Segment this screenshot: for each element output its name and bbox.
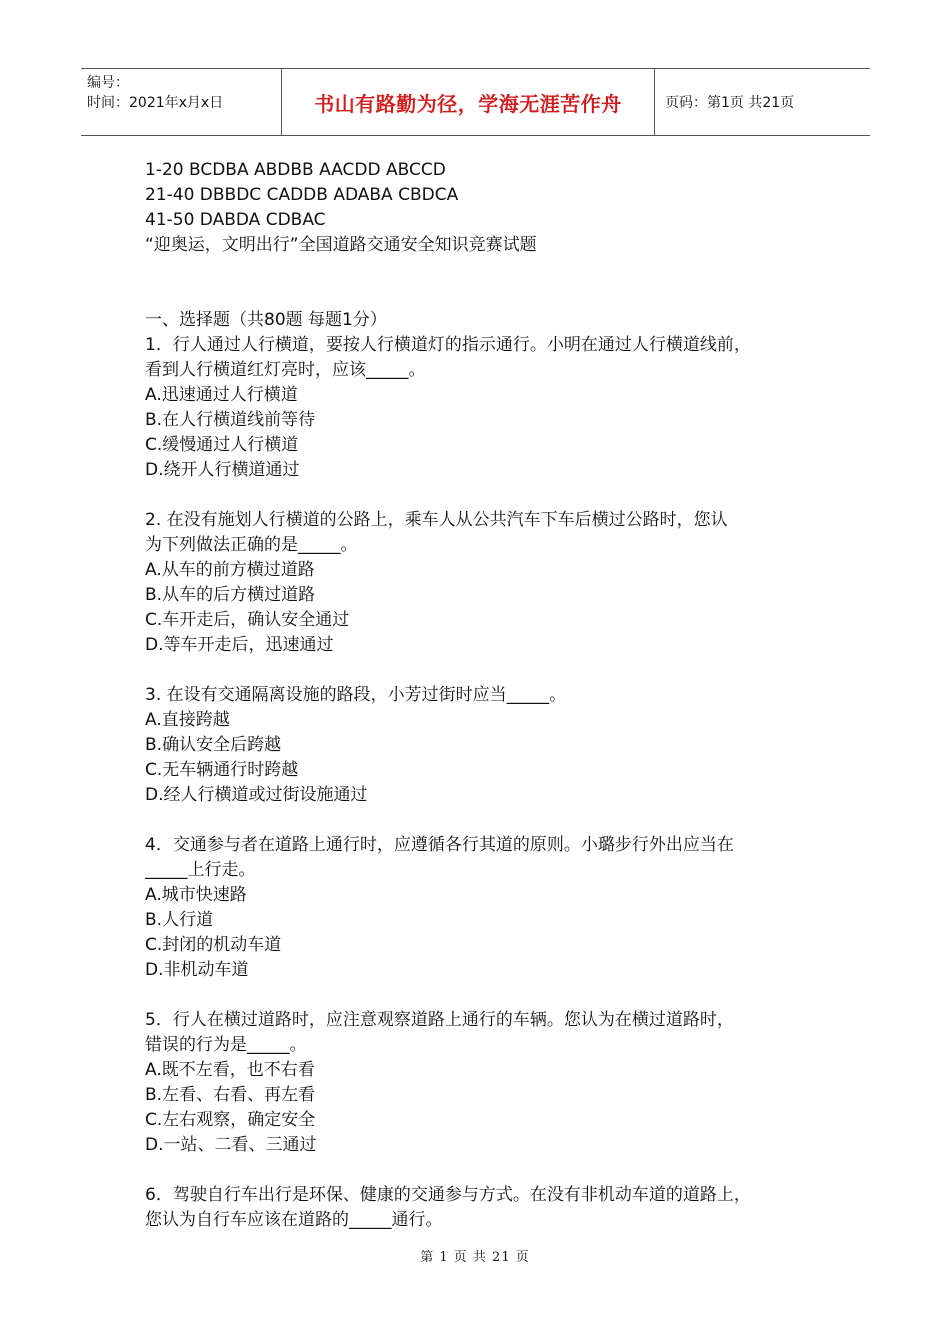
option-a: A.迅速通过人行横道 bbox=[145, 385, 298, 405]
question-text: 3. 在设有交通隔离设施的路段，小芳过街时应当_____。 bbox=[145, 685, 567, 705]
option-d: D.非机动车道 bbox=[145, 960, 249, 980]
header-meta bbox=[81, 69, 282, 135]
page-footer: 第 1 页 共 21 页 bbox=[420, 1250, 530, 1265]
question-text: 看到人行横道红灯亮时，应该_____。 bbox=[145, 360, 426, 380]
header-page-cell bbox=[655, 69, 870, 135]
option-b: B.人行道 bbox=[145, 910, 214, 930]
option-d: D.等车开走后，迅速通过 bbox=[145, 635, 334, 655]
option-d: D.经人行横道或过街设施通过 bbox=[145, 785, 368, 805]
option-c: C.车开走后，确认安全通过 bbox=[145, 610, 350, 630]
option-b: B.确认安全后跨越 bbox=[145, 735, 282, 755]
question-text: 5．行人在横过道路时，应注意观察道路上通行的车辆。您认为在横过道路时， bbox=[145, 1010, 734, 1030]
question-4 bbox=[145, 833, 825, 983]
question-text: 2. 在没有施划人行横道的公路上，乘车人从公共汽车下车后横过公路时，您认 bbox=[145, 510, 728, 530]
option-b: B.从车的后方横过道路 bbox=[145, 585, 316, 605]
answer-key-line: 41-50 DABDA CDBAC bbox=[145, 210, 326, 230]
option-a: A.既不左看，也不右看 bbox=[145, 1060, 315, 1080]
date-label: 时间：2021年x月x日 bbox=[87, 95, 224, 111]
section-title: 一、选择题（共80题 每题1分） bbox=[145, 310, 387, 330]
question-text: 您认为自行车应该在道路的_____通行。 bbox=[145, 1210, 443, 1230]
header-motto-cell bbox=[282, 69, 655, 135]
question-text: 4．交通参与者在道路上通行时，应遵循各行其道的原则。小璐步行外出应当在 bbox=[145, 835, 734, 855]
option-d: D.一站、二看、三通过 bbox=[145, 1135, 317, 1155]
option-b: B.在人行横道线前等待 bbox=[145, 410, 316, 430]
document-title: “迎奥运，文明出行”全国道路交通安全知识竞赛试题 bbox=[145, 235, 537, 255]
question-text: 错误的行为是_____。 bbox=[145, 1035, 307, 1055]
question-6 bbox=[145, 1183, 825, 1233]
question-text: 为下列做法正确的是_____。 bbox=[145, 535, 358, 555]
option-d: D.绕开人行横道通过 bbox=[145, 460, 300, 480]
motto: 书山有路勤为径，学海无涯苦作舟 bbox=[314, 91, 622, 116]
option-a: A.从车的前方横过道路 bbox=[145, 560, 315, 580]
question-3 bbox=[145, 683, 825, 808]
page-info: 页码：第1页 共21页 bbox=[665, 95, 795, 111]
question-text: 1．行人通过人行横道，要按人行横道灯的指示通行。小明在通过人行横道线前， bbox=[145, 335, 751, 355]
code-label: 编号： bbox=[87, 75, 129, 91]
option-b: B.左看、右看、再左看 bbox=[145, 1085, 316, 1105]
page-header bbox=[81, 68, 870, 136]
option-c: C.无车辆通行时跨越 bbox=[145, 760, 299, 780]
answer-key-line: 21-40 DBBDC CADDB ADABA CBDCA bbox=[145, 185, 459, 205]
option-c: C.左右观察，确定安全 bbox=[145, 1110, 316, 1130]
option-c: C.封闭的机动车道 bbox=[145, 935, 282, 955]
question-text: 6．驾驶自行车出行是环保、健康的交通参与方式。在没有非机动车道的道路上， bbox=[145, 1185, 751, 1205]
option-a: A.城市快速路 bbox=[145, 885, 247, 905]
question-2 bbox=[145, 508, 825, 658]
option-a: A.直接跨越 bbox=[145, 710, 230, 730]
document-body bbox=[145, 158, 825, 1233]
question-1 bbox=[145, 333, 825, 483]
answer-key-line: 1-20 BCDBA ABDBB AACDD ABCCD bbox=[145, 160, 446, 180]
question-text: _____上行走。 bbox=[145, 860, 256, 880]
question-5 bbox=[145, 1008, 825, 1158]
option-c: C.缓慢通过人行横道 bbox=[145, 435, 299, 455]
